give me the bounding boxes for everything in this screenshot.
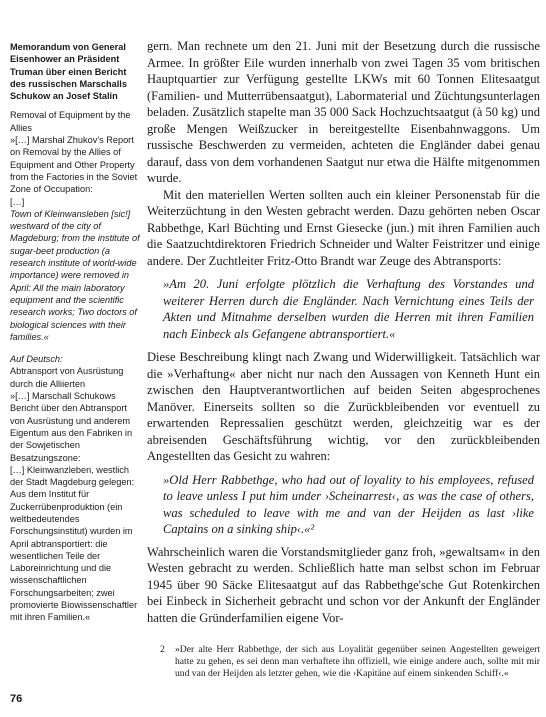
sidebar-box [10,41,140,634]
sidebar-german-heading: Auf Deutsch: [10,354,63,365]
paragraph-4: Wahrscheinlich waren die Vorstandsmitglieder ganz froh, »gewaltsam« in den Westen gebracht zu werden. Schließlich hatte man selbst schon im Februar 1945 über 90 Säcke Elitesaatgut auf das Rabbethge'sche Gut Rotenkirchen bei Einbeck in Sicherheit gebracht und schon vor der Ankunft der Engländer hatten die Gründerfamilien eigene Vor- [147,544,540,625]
paragraph-3: Diese Beschreibung klingt nach Zwang und Widerwilligkeit. Tatsächlich war die »Verhaftung« aber nicht nur nach den Aussagen von Kenneth Hunt ein zwischen den Hauptverantwortlichen auf beiden Seiten abgesprochenes Manöver. Einerseits sollten so die Zurückbleibenden vor eventuell zu erwartenden Repressalien geschützt werden, gleichzeitig war es der abreisenden Geschäftsführung wichtig, vor den zurückbleibenden Angestellten das Gesicht zu wahren: [147,350,540,463]
sidebar-german-text2: […] Kleinwanzleben, westlich der Stadt Magdeburg gelegen: Aus dem Institut für Zuckerrübenproduktion (ein weltbedeutendes Forschungsinstitut) wurden im April abtransportiert: die wesentlichen Teile der Laboreinrichtung und die wissenschaftlichen Forschungsarbeiten; zwei promovierte Biowissenschaftler mit ihren Familien.« [10,464,138,623]
quote-hunt: »Old Herr Rabbethge, who had out of loyality to his employees, refused to leave unless I put him under ›Scheinarrest‹, as was the case of others, was scheduled to leave with me and van der Heijden as last ›like Captains on a sinking ship‹.«² [163,472,534,536]
footnote-text: »Der alte Herr Rabbethge, der sich aus Loyalität gegenüber seinen Angestellten geweigert hatte zu gehen, es sei denn man verhaftete ihn offiziell, wie einige andere auch, sollte mit mir und van der Heijden als letzter gehen, wie die ›Kapitäne auf einem sinkenden Schiff‹.« [175,644,540,680]
footnote [160,644,540,681]
page-number: 76 [10,693,23,705]
main-text [147,38,540,626]
sidebar-german-intro: Abtransport von Ausrüstung durch die Alliierten [10,366,124,389]
sidebar-title: Memorandum von General Eisenhower an Präsident Truman über einen Bericht des russischen Marschalls Schukow an Josef Stalin [10,42,127,102]
footnote-number: 2 [160,644,165,655]
paragraph-1: gern. Man rechnete um den 21. Juni mit der Besetzung durch die russische Armee. In größter Eile wurden innerhalb von zwei Tagen 35 vom britischen Hauptquartier zur Verfügung gestellte LKWs mit 60 Tonnen Elitesaatgut (Familien- und Mutterrübensaatgut), Labormaterial und Züchtungsunterlagen beladen. Zusätzlich stapelte man 35 000 Sack Hochzuchtsaatgut (à 50 kg) und große Mengen Weißzucker in bereitgestellte Eisenbahnwaggons. Um russische Beschwerden zu vermeiden, achteten die Engländer dabei genau darauf, dass von dem vorhandenen Saatgut nur etwa die Hälfte mitgenommen wurde. [147,39,540,185]
sidebar-english-heading: Removal of Equipment by the Allies [10,110,131,133]
sidebar-english-intro: »[…] Marshal Zhukov's Report on Removal by the Allies of Equipment and Other Property from the Factories in the Soviet Zone of Occupation: [10,135,138,195]
sidebar-english-ellipsis: […] [10,196,25,207]
quote-brandt: »Am 20. Juni erfolgte plötzlich die Verhaftung des Vorstandes und weiterer Herren durch die Engländer. Nach Vernichtung eines Teils der Akten und Mitnahme derselben wurden die Herren mit ihren Familien nach Einbeck als Gefangene abtransportiert.« [163,277,534,341]
sidebar-german-text1: »[…] Marschall Schukows Bericht über den Abtransport von Ausrüstung und anderem Eigentum aus den Fabriken in der Sowjetischen Besatzungszone: [10,391,133,463]
sidebar-english-body: Town of Kleinwansleben [sic!] westward of the city of Magdeburg; from the institute of sugar-beet production (a research institute of world-wide importance) were removed in April: All the main laboratory equipment and the scientific research works; Two doctors of biological sciences with their families.« [10,208,140,342]
paragraph-2: Mit den materiellen Werten sollten auch ein kleiner Personenstab für die Weiterzüchtung in den Westen gebracht werden. Dazu gehörten neben Oscar Rabbethge, Karl Büchting und Ernst Giesecke (jun.) mit ihren Familien auch die Saatzuchtdirektoren Friedrich Schneider und Walter Feistritzer und einige andere. Der Zuchtleiter Fritz-Otto Brandt war Zeuge des Abtransports: [147,187,540,268]
